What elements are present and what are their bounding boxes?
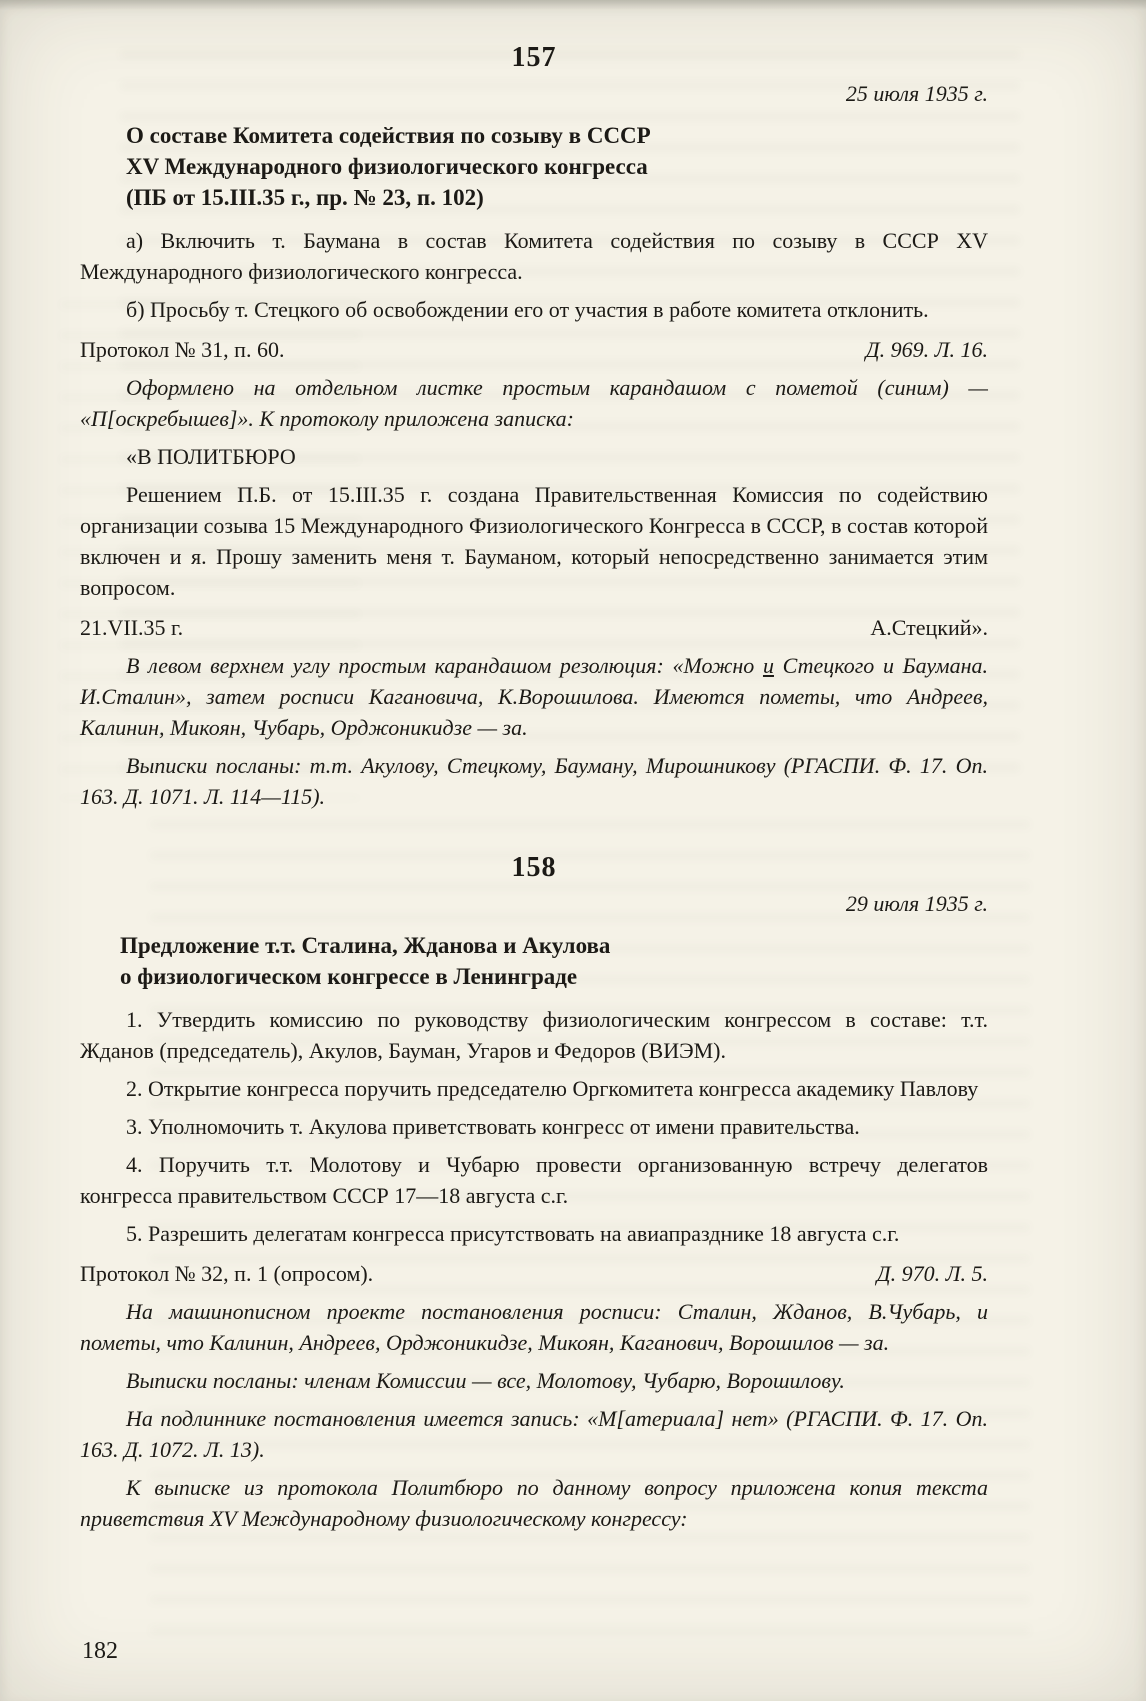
resolution-item-1: 1. Утвердить комиссию по руководству физиологическим конгрессом в составе: т.т. Жданов (председатель), Акулов, Бауман, Угаров и Федоров (ВИЭМ). xyxy=(80,1007,988,1063)
editorial-note-copies: Выписки посланы: членам Комиссии — все, Молотову, Чубарю, Ворошилову. xyxy=(126,1368,845,1393)
archive-ref: Д. 970. Л. 5. xyxy=(876,1261,988,1286)
document-number: 158 xyxy=(511,852,557,883)
protocol-row xyxy=(80,334,988,365)
title-line: о физиологическом конгрессе в Ленинграде xyxy=(120,964,578,989)
editorial-note-original: На подлиннике постановления имеется запись: «М[атериала] нет» (РГАСПИ. Ф. 17. Оп. 163. Д. 1072. Л. 13). xyxy=(80,1406,988,1462)
paragraph-b: б) Просьбу т. Стецкого об освобождении его от участия в работе комитета отклонить. xyxy=(126,297,929,322)
editorial-note-attachment: К выписке из протокола Политбюро по данному вопросу приложена копия текста приветствия XV Международному физиологическому конгрессу: xyxy=(80,1475,988,1531)
letter-heading: «В ПОЛИТБЮРО xyxy=(126,444,296,469)
editorial-note-typed: Оформлено на отдельном листке простым карандашом с пометой (синим) — «П[оскребышев]». К протоколу приложена записка: xyxy=(80,375,988,431)
document-date: 29 июля 1935 г. xyxy=(845,891,988,916)
document-157 xyxy=(80,42,988,812)
protocol-row xyxy=(80,1258,988,1289)
page-number: 182 xyxy=(82,1638,118,1664)
title-line: Предложение т.т. Сталина, Жданова и Акулова xyxy=(120,933,611,958)
document-number: 157 xyxy=(511,42,557,73)
letter-body: Решением П.Б. от 15.III.35 г. создана Правительственная Комиссия по содействию организации созыва 15 Международного Физиологического Конгресса в СССР, в состав которой включен и я. Прошу заменить меня т. Бауманом, который непосредственно занимается этим вопросом. xyxy=(80,482,988,600)
title-line: XV Международного физиологического конгресса xyxy=(126,154,648,179)
title-line: О составе Комитета содействия по созыву в СССР xyxy=(126,123,651,148)
title-line: (ПБ от 15.III.35 г., пр. № 23, п. 102) xyxy=(126,185,484,210)
protocol-ref: Протокол № 32, п. 1 (опросом). xyxy=(80,1261,374,1286)
resolution-item-3: 3. Уполномочить т. Акулова приветствовать конгресс от имени правительства. xyxy=(126,1114,860,1139)
document-title xyxy=(126,120,988,213)
signature-row xyxy=(80,612,988,643)
letter-signature: А.Стецкий». xyxy=(870,615,988,640)
document-158 xyxy=(80,852,988,1534)
resolution-item-5: 5. Разрешить делегатам конгресса присутствовать на авиапразднике 18 августа с.г. xyxy=(126,1221,900,1246)
editorial-note-signatures: На машинописном проекте постановления росписи: Сталин, Жданов, В.Чубарь, и пометы, что Калинин, Андреев, Орджоникидзе, Микоян, Каганович, Ворошилов — за. xyxy=(80,1299,988,1355)
letter-date: 21.VII.35 г. xyxy=(80,615,184,640)
note-text: Стецкого и Баумана. И.Сталин», затем росписи Кагановича, К.Ворошилова. Имеются пометы, что Андреев, Калинин, Микоян, Чубарь, Орджоникидзе — за. xyxy=(80,653,988,740)
editorial-note-resolution xyxy=(80,650,988,743)
page-content xyxy=(80,42,988,1534)
resolution-item-4: 4. Поручить т.т. Молотову и Чубарю провести организованную встречу делегатов конгресса правительством СССР 17—18 августа с.г. xyxy=(80,1152,988,1208)
archive-ref: Д. 969. Л. 16. xyxy=(865,337,988,362)
protocol-ref: Протокол № 31, п. 60. xyxy=(80,337,285,362)
note-text: В левом верхнем углу простым карандашом резолюция: «Можно xyxy=(126,653,763,678)
editorial-note-copies: Выписки посланы: т.т. Акулову, Стецкому, Бауману, Мирошникову (РГАСПИ. Ф. 17. Оп. 163. Д. 1071. Л. 114—115). xyxy=(80,753,988,809)
document-date: 25 июля 1935 г. xyxy=(845,81,988,106)
document-title xyxy=(120,930,988,992)
resolution-item-2: 2. Открытие конгресса поручить председателю Оргкомитета конгресса академику Павлову xyxy=(126,1076,979,1101)
paragraph-a: а) Включить т. Баумана в состав Комитета содействия по созыву в СССР XV Международного физиологического конгресса. xyxy=(80,228,988,284)
underlined-word: и xyxy=(762,653,774,678)
